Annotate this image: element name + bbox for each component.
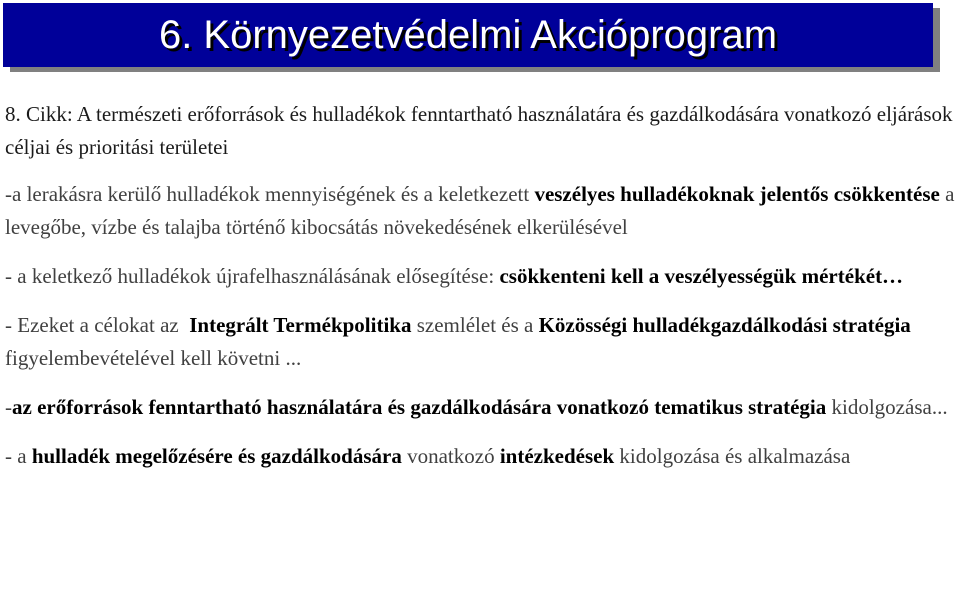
- text-run-bold: az erőforrások fenntartható használatára és gazdálkodására vonatkozó tematikus stratégia: [12, 395, 827, 419]
- paragraph-integrated-policy: [5, 309, 957, 375]
- paragraph-waste-reduction: [5, 178, 957, 244]
- text-run-bold: hulladék megelőzésére és gazdálkodására: [31, 444, 402, 468]
- text-run: figyelembevételével kell követni ...: [5, 346, 302, 370]
- paragraph-thematic-strategy: [5, 391, 957, 424]
- text-run: szemlélet és a: [411, 313, 539, 337]
- text-run: - a: [5, 444, 32, 468]
- text-run: - Ezeket a célokat az: [5, 313, 190, 337]
- text-run: -a lerakásra kerülő hulladékok mennyiségének és a keletkezett: [5, 182, 535, 206]
- text-run: 8. Cikk: A természeti erőforrások és hulladékok fenntartható használatára és gazdálkodására vonatkozó eljárások céljai és prioritási területei: [5, 102, 953, 159]
- title-bar: [3, 3, 933, 67]
- text-run-bold: Közösségi hulladékgazdálkodási stratégia: [538, 313, 911, 337]
- text-run: kidolgozása és alkalmazása: [614, 444, 851, 468]
- text-run-bold: csökkenteni kell a veszélyességük mértékét…: [499, 264, 904, 288]
- paragraph-reuse: [5, 260, 957, 293]
- text-run: a levegőbe, vízbe és talajba történő kibocsátás növekedésének elkerülésével: [5, 182, 955, 239]
- text-run: vonatkozó: [401, 444, 500, 468]
- text-run: -: [5, 395, 12, 419]
- text-run: - a keletkező hulladékok újrafelhasználásának elősegítése:: [5, 264, 500, 288]
- slide-title: 6. Környezetvédelmi Akcióprogram: [158, 12, 778, 57]
- text-run: kidolgozása...: [826, 395, 948, 419]
- article-heading: [5, 98, 957, 164]
- slide-body: [5, 98, 957, 489]
- paragraph-prevention-measures: [5, 440, 957, 473]
- text-run-bold: veszélyes hulladékoknak jelentős csökkentése: [534, 182, 940, 206]
- text-run-bold: Integrált Termékpolitika: [189, 313, 412, 337]
- text-run-bold: intézkedések: [499, 444, 615, 468]
